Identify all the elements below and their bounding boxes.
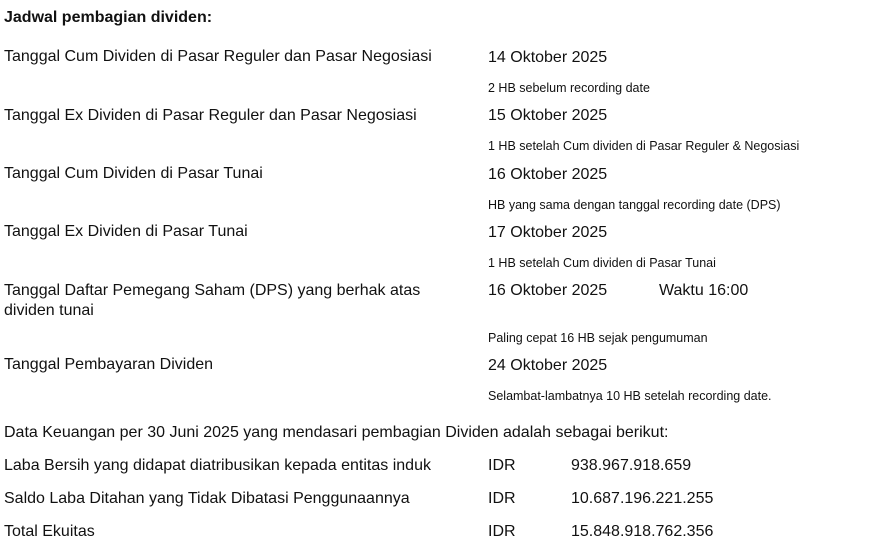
financial-value-total-equity: 15.848.918.762.356 (571, 523, 714, 540)
schedule-note-ex-tunai: 1 HB setelah Cum dividen di Pasar Tunai (488, 256, 716, 270)
schedule-time-dps: Waktu 16:00 (659, 282, 749, 299)
financial-currency-net-profit: IDR (488, 457, 516, 474)
schedule-date-cum-tunai: 16 Oktober 2025 (488, 166, 608, 183)
financial-value-net-profit: 938.967.918.659 (571, 457, 692, 474)
schedule-note-dps: Paling cepat 16 HB sejak pengumuman (488, 331, 708, 345)
schedule-note-cum-tunai: HB yang sama dengan tanggal recording date (DPS) (488, 198, 781, 212)
schedule-title: Jadwal pembagian dividen: (4, 9, 213, 26)
schedule-date-ex-reguler: 15 Oktober 2025 (488, 107, 608, 124)
schedule-label-dps: Tanggal Daftar Pemegang Saham (DPS) yang berhak atas dividen tunai (4, 282, 421, 319)
financial-label-total-equity: Total Ekuitas (4, 523, 95, 540)
schedule-date-dps: 16 Oktober 2025 (488, 282, 608, 299)
schedule-label-cum-tunai: Tanggal Cum Dividen di Pasar Tunai (4, 165, 263, 182)
schedule-note-ex-reguler: 1 HB setelah Cum dividen di Pasar Reguler & Negosiasi (488, 139, 800, 153)
schedule-label-ex-reguler: Tanggal Ex Dividen di Pasar Reguler dan Pasar Negosiasi (4, 107, 417, 124)
financial-value-retained-earnings: 10.687.196.221.255 (571, 490, 714, 507)
financial-label-retained-earnings: Saldo Laba Ditahan yang Tidak Dibatasi Penggunaannya (4, 490, 410, 507)
financial-currency-total-equity: IDR (488, 523, 516, 540)
schedule-date-payment: 24 Oktober 2025 (488, 357, 608, 374)
financial-intro: Data Keuangan per 30 Juni 2025 yang mendasari pembagian Dividen adalah sebagai berikut: (4, 424, 669, 441)
schedule-date-cum-reguler: 14 Oktober 2025 (488, 49, 608, 66)
schedule-label-ex-tunai: Tanggal Ex Dividen di Pasar Tunai (4, 223, 248, 240)
schedule-date-ex-tunai: 17 Oktober 2025 (488, 224, 608, 241)
schedule-note-cum-reguler: 2 HB sebelum recording date (488, 81, 650, 95)
financial-currency-retained-earnings: IDR (488, 490, 516, 507)
schedule-note-payment: Selambat-lambatnya 10 HB setelah recording date. (488, 389, 772, 403)
schedule-label-cum-reguler: Tanggal Cum Dividen di Pasar Reguler dan Pasar Negosiasi (4, 48, 432, 65)
financial-label-net-profit: Laba Bersih yang didapat diatribusikan kepada entitas induk (4, 457, 431, 474)
schedule-label-payment: Tanggal Pembayaran Dividen (4, 356, 214, 373)
